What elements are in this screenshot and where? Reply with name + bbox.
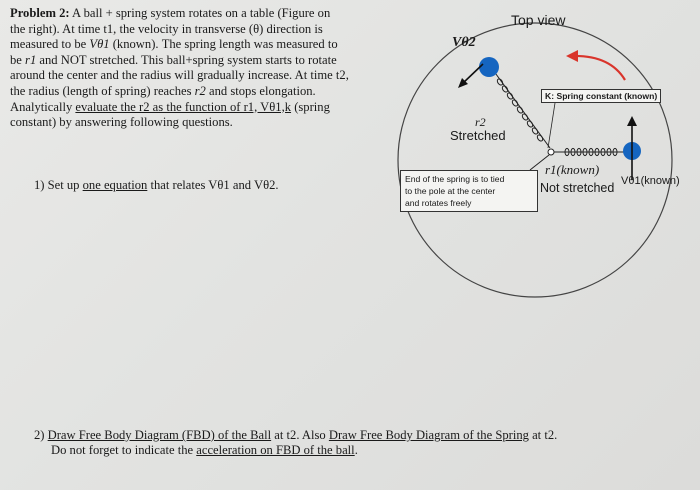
spring-constant-box: K: Spring constant (known) — [541, 89, 661, 103]
v-theta2-arrow — [462, 64, 483, 84]
rotation-arrow-head — [566, 50, 578, 62]
k-box-pointer — [548, 103, 555, 148]
r2-label: r2 — [475, 115, 486, 129]
r1-known-label: r1(known) — [545, 162, 600, 177]
table-circle — [398, 23, 672, 297]
v-theta1-known-label: Vθ1(known) — [621, 175, 680, 187]
not-stretched-label: Not stretched — [540, 181, 615, 195]
v-theta2-label: Vθ2 — [452, 35, 476, 50]
unstretched-spring — [554, 148, 625, 155]
rotation-arrow — [572, 56, 625, 80]
question-2: 2) Draw Free Body Diagram (FBD) of the Ball at t2. Also Draw Free Body Diagram of the Spring at t2. Do not forget to indicate the acceleration on FBD of the ball. — [34, 428, 558, 457]
stretched-label: Stretched — [450, 128, 506, 143]
end-of-spring-box: End of the spring is to tied to the pole at the center and rotates freely — [400, 170, 538, 212]
center-pole — [548, 149, 554, 155]
problem-statement: Problem 2: A ball + spring system rotates on a table (Figure on the right). At time t1, the velocity in transverse (θ) direction is measured to be Vθ1 (known). The spring length was measured to be r1 and NOT stretched. This ball+spring system starts to rotate around the center and the radius will gradually increase. At time t2, the radius (length of spring) reaches r2 and stops elongation. Analytically evaluate the r2 as the function of r1, Vθ1,k (spring constant) by answering following questions. — [10, 6, 349, 130]
v-theta1-arrow-head — [627, 116, 637, 126]
question-1: 1) Set up one equation that relates Vθ1 and Vθ2. — [34, 178, 279, 192]
problem-heading: Problem 2: — [10, 6, 70, 20]
top-view-label: Top view — [511, 12, 566, 28]
ball-t2 — [479, 57, 499, 77]
